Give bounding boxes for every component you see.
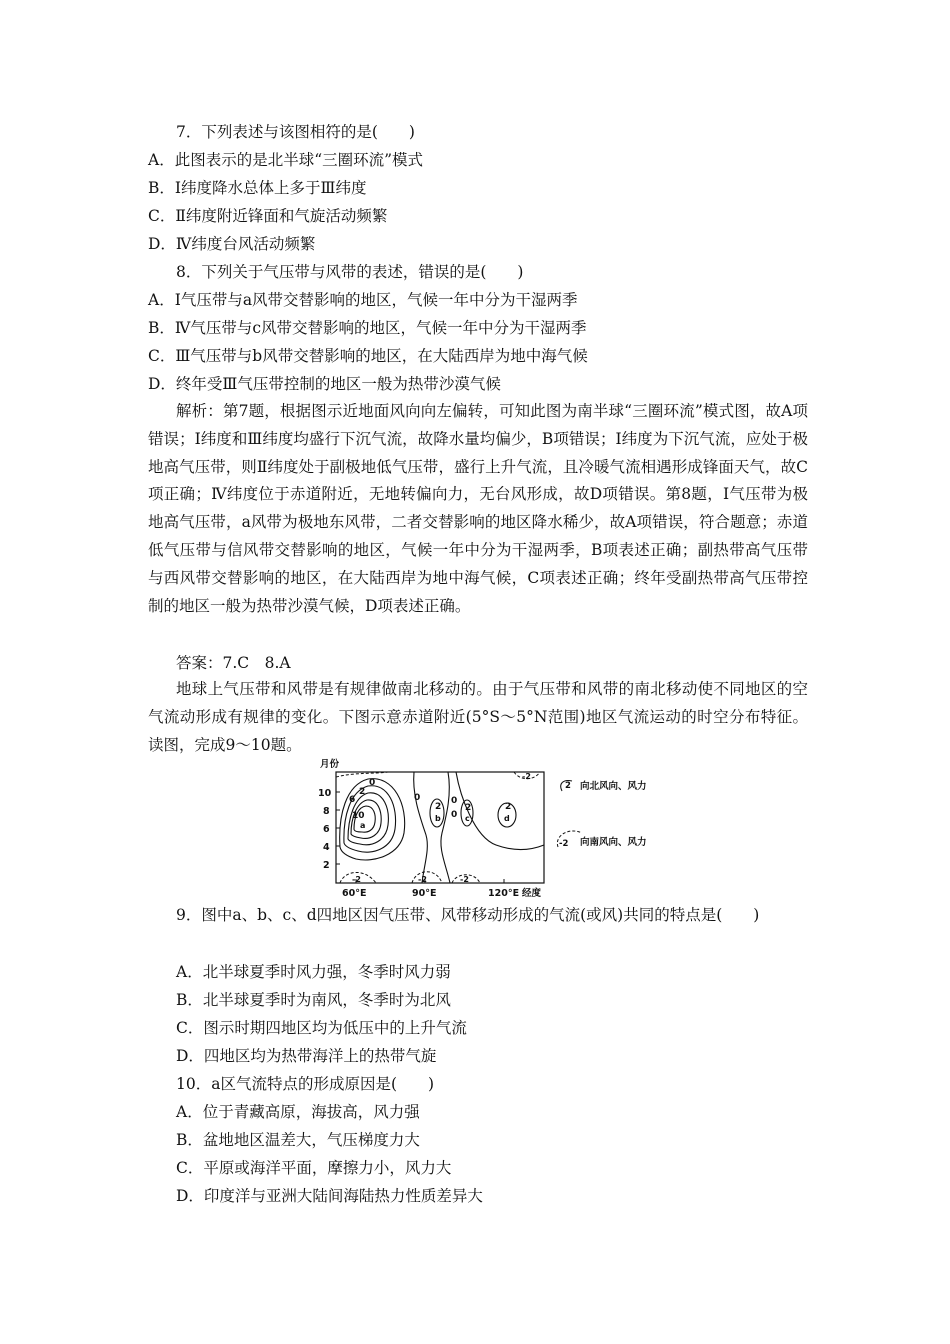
answer-line: 答案：7.C 8.A <box>176 654 291 672</box>
q7-option-c: C．Ⅱ纬度附近锋面和气旋活动频繁 <box>148 207 388 225</box>
wind-contour-figure <box>296 755 676 900</box>
contour-label: 0 <box>451 810 458 820</box>
q7-stem: 7．下列表述与该图相符的是( ) <box>176 123 415 141</box>
contour-label: 2 <box>359 787 366 797</box>
q9-stem: 9．图中a、b、c、d四地区因气压带、风带移动形成的气流(或风)共同的特点是( ) <box>176 906 760 924</box>
q9-option-a: A．北半球夏季时风力强，冬季时风力弱 <box>176 963 451 981</box>
q9-option-b: B．北半球夏季时为南风，冬季时为北风 <box>176 991 451 1009</box>
q8-option-c: C．Ⅲ气压带与b风带交替影响的地区，在大陆西岸为地中海气候 <box>148 347 588 365</box>
y-tick-label: 4 <box>323 842 330 853</box>
contour-label: -2 <box>460 875 469 884</box>
contour-label: 2 <box>505 802 512 812</box>
q9-option-c: C．图示时期四地区均为低压中的上升气流 <box>176 1019 467 1037</box>
contour-label: 2 <box>465 803 472 813</box>
y-tick-label: 6 <box>323 824 330 835</box>
q7-option-b: B．Ⅰ纬度降水总体上多于Ⅲ纬度 <box>148 179 367 197</box>
contour-labels <box>349 772 531 884</box>
legend-north-text: 向北风向、风力 <box>580 781 647 792</box>
y-tick-label: 8 <box>323 806 330 817</box>
x-axis-label: 经度 <box>522 888 542 899</box>
dashed-contour <box>336 772 388 777</box>
contour-label: 0 <box>414 793 421 803</box>
q10-option-c: C．平原或海洋平面，摩擦力小，风力大 <box>176 1159 452 1177</box>
q10-stem: 10．a区气流特点的形成原因是( ) <box>176 1075 435 1093</box>
q7-option-a: A．此图表示的是北半球“三圈环流”模式 <box>148 151 424 169</box>
x-tick-label: 90°E <box>412 888 437 899</box>
contour-label: -2 <box>352 875 361 884</box>
plot-frame <box>336 772 544 883</box>
legend-south-text: 向南风向、风力 <box>580 837 647 848</box>
q9-option-d: D．四地区均为热带海洋上的热带气旋 <box>176 1047 437 1065</box>
contour-line <box>414 772 428 883</box>
q10-option-a: A．位于青藏高原，海拔高，风力强 <box>176 1103 420 1121</box>
contour-label: -2 <box>418 875 427 884</box>
y-tick-label: 10 <box>318 788 332 799</box>
legend-north-value: 2 <box>565 781 571 791</box>
contour-label: 6 <box>349 795 356 805</box>
q7-option-d: D．Ⅳ纬度台风活动频繁 <box>148 235 316 253</box>
y-tick-label: 2 <box>323 860 330 871</box>
q8-option-b: B．Ⅳ气压带与c风带交替影响的地区，气候一年中分为干湿两季 <box>148 319 587 337</box>
north-contours <box>340 772 544 883</box>
x-tick-label: 60°E <box>342 888 367 899</box>
contour-label: 0 <box>451 796 458 806</box>
contour-label: 2 <box>435 802 442 812</box>
x-tick-label: 120°E <box>488 888 520 899</box>
contour-label: a <box>360 821 366 830</box>
intro-paragraph: 地球上气压带和风带是有规律做南北移动的。由于气压带和风带的南北移动使不同地区的空气流动形成有规律的变化。下图示意赤道附近(5°S～5°N范围)地区气流运动的时空分布特征。读图，完成9～10题。 <box>148 680 808 754</box>
q8-stem: 8．下列关于气压带与风带的表述，错误的是( ) <box>176 263 524 281</box>
contour-label: 0 <box>369 778 376 788</box>
contour-label: d <box>504 814 510 823</box>
q10-option-d: D．印度洋与亚洲大陆间海陆热力性质差异大 <box>176 1187 483 1205</box>
legend-south-value: -2 <box>559 839 569 849</box>
contour-label: b <box>435 814 441 823</box>
contour-label: -2 <box>522 772 531 781</box>
contour-label: c <box>465 814 470 823</box>
y-axis-label: 月份 <box>320 759 340 770</box>
analysis-paragraph: 解析：第7题，根据图示近地面风向向左偏转，可知此图为南半球“三圈环流”模式图，故A项错误；Ⅰ纬度和Ⅲ纬度均盛行下沉气流，故降水量均偏少，B项错误；Ⅰ纬度为下沉气流，应处于极地高气压带，则Ⅱ纬度处于副极地低气压带，盛行上升气流，且冷暖气流相遇形成锋面天气，故C项正确；Ⅳ纬度位于赤道附近，无地转偏向力，无台风形成，故D项错误。第8题，Ⅰ气压带为极地高气压带，a风带为极地东风带，二者交替影响的地区降水稀少，故A项错误，符合题意；赤道低气压带与信风带交替影响的地区，气候一年中分为干湿两季，B项表述正确；副热带高气压带与西风带交替影响的地区，在大陆西岸为地中海气候，C项表述正确；终年受副热带高气压带控制的地区一般为热带沙漠气候，D项表述正确。 <box>148 402 808 615</box>
dashed-contour <box>412 872 442 883</box>
q8-option-a: A．Ⅰ气压带与a风带交替影响的地区，气候一年中分为干湿两季 <box>148 291 578 309</box>
contour-line <box>441 772 450 883</box>
south-contours <box>336 772 540 883</box>
q10-option-b: B．盆地地区温差大，气压梯度力大 <box>176 1131 420 1149</box>
contour-label: 10 <box>352 811 365 821</box>
q8-option-d: D．终年受Ⅲ气压带控制的地区一般为热带沙漠气候 <box>148 375 501 393</box>
